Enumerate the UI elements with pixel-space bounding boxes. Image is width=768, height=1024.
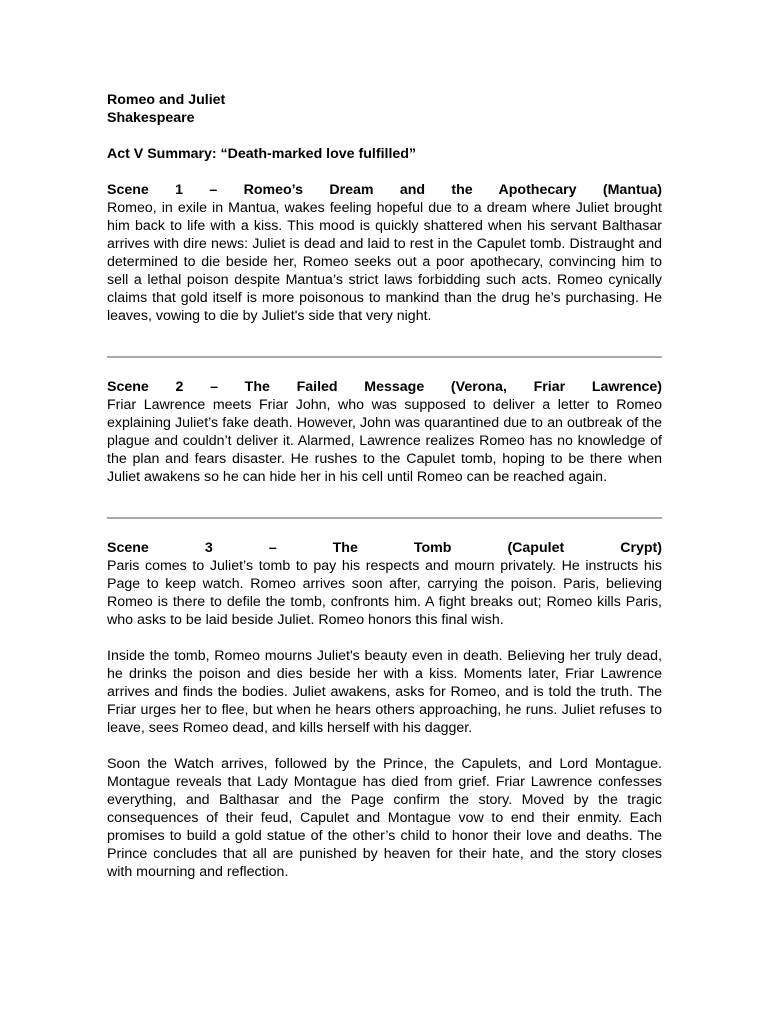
scene-2-paragraph-1: Friar Lawrence meets Friar John, who was supposed to deliver a letter to Romeo explaining Juliet’s fake death. However, John was quarantined due to an outbreak of the plague and couldn’t deliver it. Alarmed, Lawrence realizes Romeo has no knowledge of the plan and fears disaster. He rushes to the Capulet tomb, hoping to be there when Juliet awakens so he can hide her in his cell until Romeo can be reached again. — [107, 397, 662, 485]
document-author: Shakespeare — [107, 110, 195, 126]
spacer — [107, 519, 662, 539]
scene-3-paragraph-3: Soon the Watch arrives, followed by the Prince, the Capulets, and Lord Montague. Montague reveals that Lady Montague has died from grief. Friar Lawrence confesses everything, and Balthasar and the Page confirm the story. Moved by the tragic consequences of their feud, Capulet and Montague vow to end their enmity. Each promises to build a gold statue of the other’s child to honor their love and deaths. The Prince concludes that all are punished by heaven for their hate, and the story closes with mourning and reflection. — [107, 756, 662, 880]
spacer — [107, 486, 662, 517]
spacer — [107, 163, 662, 181]
spacer — [107, 127, 662, 145]
scene-3-heading: Scene 3 – The Tomb (Capulet Crypt) — [107, 540, 662, 556]
summary-heading: Act V Summary: “Death-marked love fulfilled” — [107, 146, 417, 162]
spacer — [107, 358, 662, 378]
scene-3-paragraph-1: Paris comes to Juliet’s tomb to pay his respects and mourn privately. He instructs his Page to keep watch. Romeo arrives soon after, carrying the poison. Paris, believing Romeo is there to defile the tomb, confronts him. A fight breaks out; Romeo kills Paris, who asks to be laid beside Juliet. Romeo honors this final wish. — [107, 558, 662, 628]
document-page — [107, 91, 662, 881]
scene-1-paragraph-1: Romeo, in exile in Mantua, wakes feeling hopeful due to a dream where Juliet brought him back to life with a kiss. This mood is quickly shattered when his servant Balthasar arrives with dire news: Juliet is dead and laid to rest in the Capulet tomb. Distraught and determined to die beside her, Romeo seeks out a poor apothecary, convincing him to sell a lethal poison despite Mantua’s strict laws forbidding such acts. Romeo cynically claims that gold itself is more poisonous to mankind than the drug he’s purchasing. He leaves, vowing to die by Juliet's side that very night. — [107, 200, 662, 324]
spacer — [107, 737, 662, 755]
scene-1-heading: Scene 1 – Romeo’s Dream and the Apothecary (Mantua) — [107, 182, 662, 198]
spacer — [107, 325, 662, 356]
scene-2-heading: Scene 2 – The Failed Message (Verona, Friar Lawrence) — [107, 379, 662, 395]
document-title: Romeo and Juliet — [107, 92, 226, 108]
scene-3-paragraph-2: Inside the tomb, Romeo mourns Juliet's beauty even in death. Believing her truly dead, he drinks the poison and dies beside her with a kiss. Moments later, Friar Lawrence arrives and finds the bodies. Juliet awakens, asks for Romeo, and is told the truth. The Friar urges her to flee, but when he hears others approaching, he runs. Juliet refuses to leave, sees Romeo dead, and kills herself with his dagger. — [107, 648, 662, 736]
spacer — [107, 629, 662, 647]
